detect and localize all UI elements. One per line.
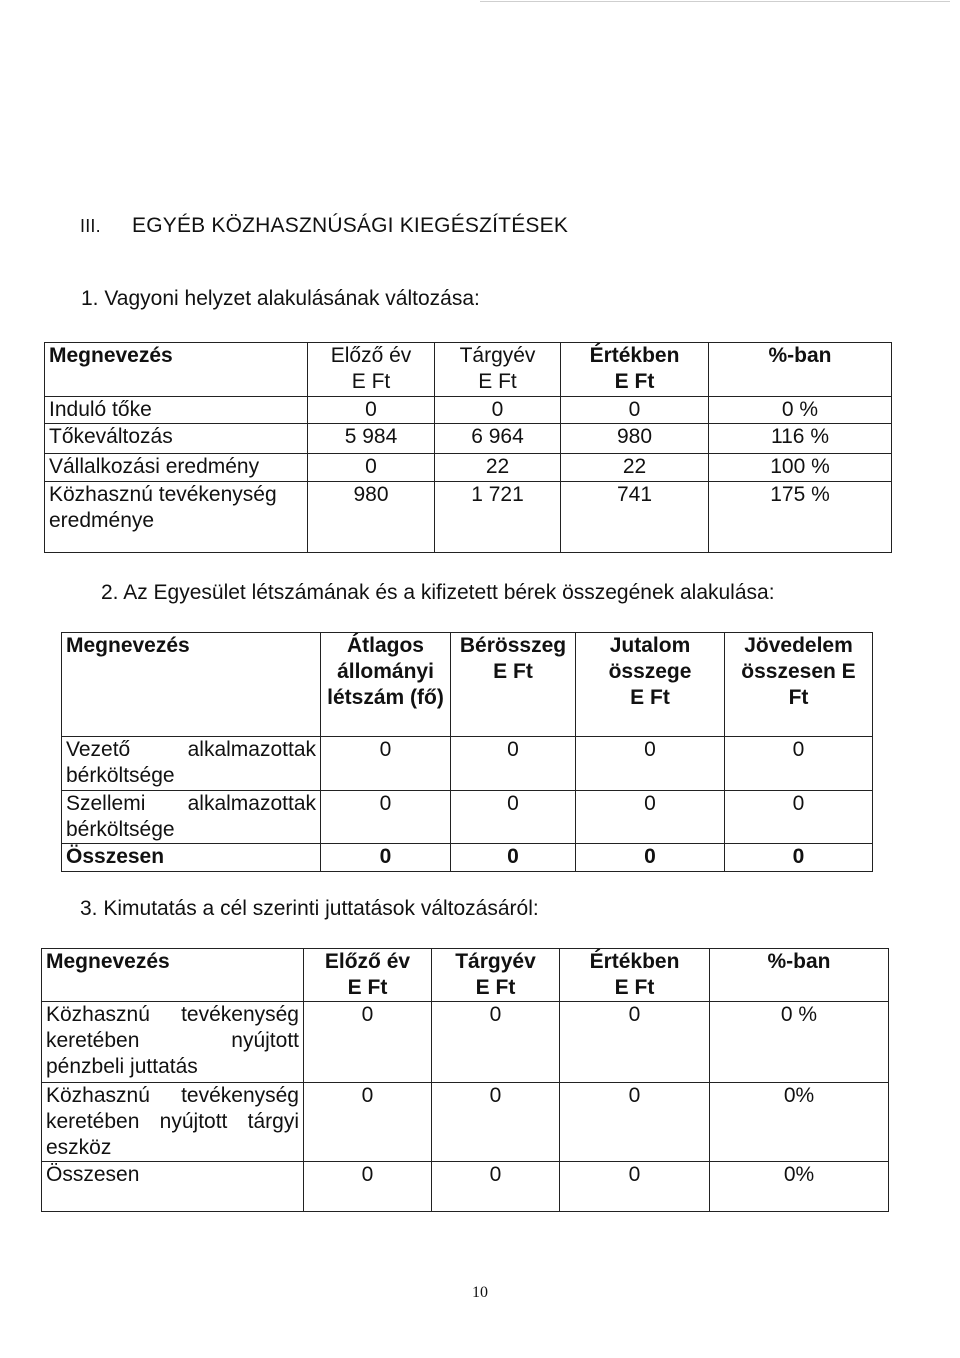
header-name: Megnevezés bbox=[45, 343, 308, 397]
header-name: Megnevezés bbox=[62, 633, 321, 737]
scan-edge-line bbox=[480, 1, 950, 2]
total-avg: 0 bbox=[321, 844, 451, 872]
row-curr: 0 bbox=[432, 1083, 560, 1162]
table-header-row bbox=[42, 949, 889, 1002]
header-value: Értékben E Ft bbox=[561, 343, 709, 397]
row-pct: 0% bbox=[710, 1083, 889, 1162]
row-name: Közhasznú tevékenység keretében nyújtott tárgyi eszköz bbox=[42, 1083, 304, 1162]
row-prev: 0 bbox=[308, 454, 435, 482]
row-prev: 5 984 bbox=[308, 424, 435, 454]
header-prev-year: Előző év E Ft bbox=[308, 343, 435, 397]
total-bonus: 0 bbox=[576, 844, 725, 872]
table1-title: 1. Vagyoni helyzet alakulásának változása: bbox=[81, 287, 480, 310]
row-pct: 116 % bbox=[709, 424, 892, 454]
row-diff: 22 bbox=[561, 454, 709, 482]
header-income-total: Jövedelem összesen E Ft bbox=[725, 633, 873, 737]
row-diff: 0 bbox=[560, 1083, 710, 1162]
row-pct: 175 % bbox=[709, 482, 892, 553]
total-diff: 0 bbox=[560, 1162, 710, 1212]
row-wage: 0 bbox=[451, 791, 576, 844]
table-row bbox=[42, 1083, 889, 1162]
table-row bbox=[45, 424, 892, 454]
table-row bbox=[42, 1002, 889, 1083]
row-name: Vezető alkalmazottak bérköltsége bbox=[62, 737, 321, 791]
row-diff: 741 bbox=[561, 482, 709, 553]
table-header-row bbox=[45, 343, 892, 397]
row-diff: 0 bbox=[561, 397, 709, 424]
table-row bbox=[45, 397, 892, 424]
section-title: EGYÉB KÖZHASZNÚSÁGI KIEGÉSZÍTÉSEK bbox=[132, 214, 569, 237]
row-pct: 0 % bbox=[709, 397, 892, 424]
row-prev: 980 bbox=[308, 482, 435, 553]
table-header-row bbox=[62, 633, 873, 737]
row-diff: 0 bbox=[560, 1002, 710, 1083]
row-curr: 22 bbox=[435, 454, 561, 482]
table-row bbox=[62, 791, 873, 844]
row-name: Vállalkozási eredmény bbox=[45, 454, 308, 482]
total-label: Összesen bbox=[42, 1162, 304, 1212]
row-avg: 0 bbox=[321, 791, 451, 844]
table-row bbox=[62, 737, 873, 791]
section-number: III. bbox=[80, 216, 101, 236]
row-avg: 0 bbox=[321, 737, 451, 791]
row-name: Induló tőke bbox=[45, 397, 308, 424]
table-row bbox=[45, 482, 892, 553]
table2-title: 2. Az Egyesület létszámának és a kifizetett bérek összegének alakulása: bbox=[101, 581, 775, 604]
row-bonus: 0 bbox=[576, 737, 725, 791]
benefit-change-table bbox=[41, 948, 889, 1212]
row-name: Szellemi alkalmazottak bérköltsége bbox=[62, 791, 321, 844]
row-pct: 0 % bbox=[710, 1002, 889, 1083]
page-number: 10 bbox=[472, 1284, 488, 1301]
row-curr: 0 bbox=[432, 1002, 560, 1083]
total-curr: 0 bbox=[432, 1162, 560, 1212]
row-income: 0 bbox=[725, 737, 873, 791]
total-wage: 0 bbox=[451, 844, 576, 872]
row-curr: 6 964 bbox=[435, 424, 561, 454]
header-avg-headcount: Átlagos állományi létszám (fő) bbox=[321, 633, 451, 737]
total-income: 0 bbox=[725, 844, 873, 872]
section-heading bbox=[80, 214, 568, 238]
total-label: Összesen bbox=[62, 844, 321, 872]
header-current-year: Tárgyév E Ft bbox=[435, 343, 561, 397]
total-prev: 0 bbox=[304, 1162, 432, 1212]
header-name: Megnevezés bbox=[42, 949, 304, 1002]
header-value: Értékben E Ft bbox=[560, 949, 710, 1002]
row-curr: 0 bbox=[435, 397, 561, 424]
header-prev-year: Előző év E Ft bbox=[304, 949, 432, 1002]
row-name: Közhasznú tevékenység eredménye bbox=[45, 482, 308, 553]
header-current-year: Tárgyév E Ft bbox=[432, 949, 560, 1002]
table3-title: 3. Kimutatás a cél szerinti juttatások változásáról: bbox=[80, 897, 539, 920]
header-percent: %-ban bbox=[710, 949, 889, 1002]
staff-wage-table bbox=[61, 632, 873, 872]
header-bonus-sum: Jutalom összege E Ft bbox=[576, 633, 725, 737]
row-diff: 980 bbox=[561, 424, 709, 454]
table-total-row bbox=[62, 844, 873, 872]
header-percent: %-ban bbox=[709, 343, 892, 397]
row-wage: 0 bbox=[451, 737, 576, 791]
row-prev: 0 bbox=[304, 1083, 432, 1162]
row-curr: 1 721 bbox=[435, 482, 561, 553]
row-name: Közhasznú tevékenység keretében nyújtott pénzbeli juttatás bbox=[42, 1002, 304, 1083]
row-prev: 0 bbox=[308, 397, 435, 424]
header-wage-sum: Bérösszeg E Ft bbox=[451, 633, 576, 737]
row-income: 0 bbox=[725, 791, 873, 844]
row-pct: 100 % bbox=[709, 454, 892, 482]
row-prev: 0 bbox=[304, 1002, 432, 1083]
row-bonus: 0 bbox=[576, 791, 725, 844]
table-total-row bbox=[42, 1162, 889, 1212]
row-name: Tőkeváltozás bbox=[45, 424, 308, 454]
total-pct: 0% bbox=[710, 1162, 889, 1212]
asset-change-table bbox=[44, 342, 892, 553]
table-row bbox=[45, 454, 892, 482]
